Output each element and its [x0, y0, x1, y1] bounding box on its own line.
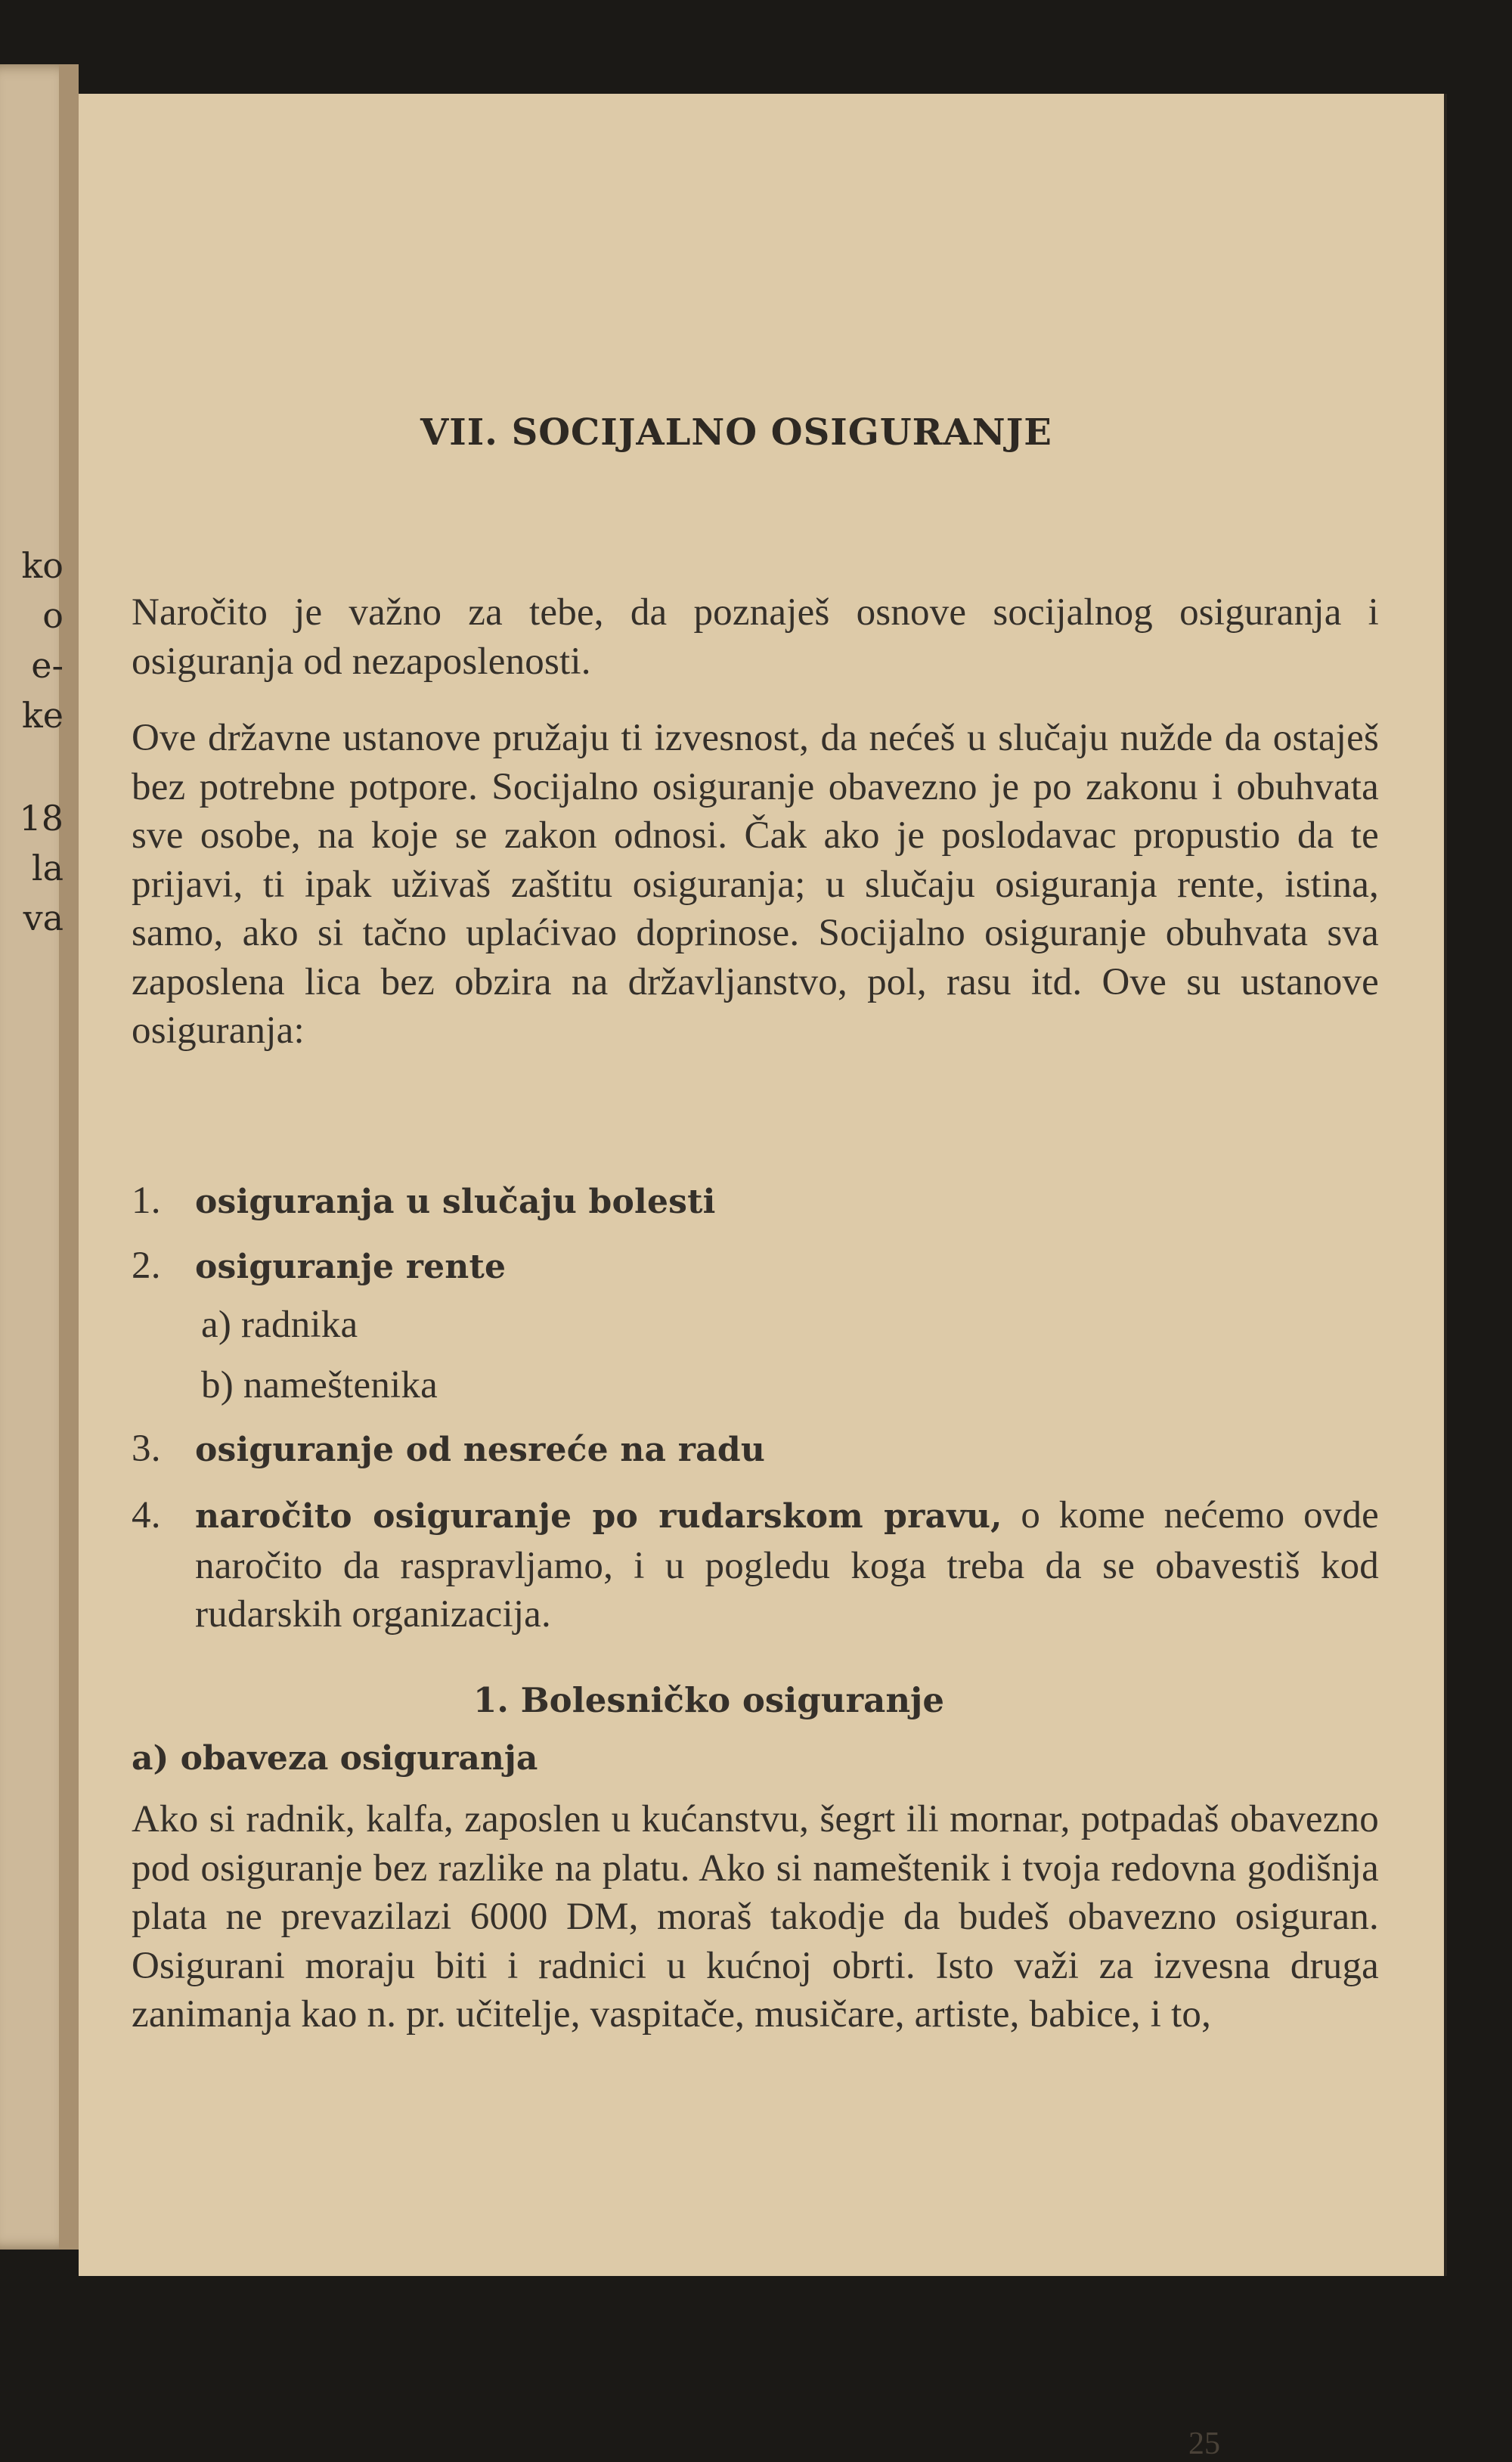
left-fragment: va: [23, 898, 64, 938]
left-page-text-fragments: [0, 541, 64, 943]
left-page-edge: [0, 64, 79, 2250]
list-item-continuation: o kome nećemo ovde naročito da raspravljamo, i u pogledu koga treba da se obavestiš kod rudarskih organizacija.: [195, 1494, 1379, 1636]
left-fragment: la: [31, 848, 64, 888]
list-item-label: osiguranja u slučaju bolesti: [195, 1183, 716, 1221]
sub-list-item: a) radnika: [201, 1304, 358, 1346]
page-number: 25: [1188, 2426, 1220, 2461]
list-item-number: 4.: [132, 1494, 161, 1536]
left-fragment: e-: [31, 645, 64, 686]
left-fragment: 18: [19, 798, 64, 839]
left-fragment: ko: [21, 545, 64, 586]
book-page: [79, 94, 1444, 2461]
list-item: [132, 1425, 765, 1475]
list-item: [132, 1177, 716, 1227]
list-item: [132, 1491, 1379, 1639]
list-item-number: 3.: [132, 1428, 161, 1470]
main-paragraph: Ove državne ustanove pružaju ti izvesnost, da nećeš u slučaju nužde da ostaješ bez potrebne potpore. Socijalno osiguranje obavezno je po zakonu i obuhvata sve osobe, na koje se zakon odnosi. Čak ako je poslodavac propustio da te prijavi, ti ipak uživaš zaštitu osiguranja; u slučaju osiguranja rente, istina, samo, ako si tačno uplaćivao doprinose. Socijalno osiguranje obuhvata sva zaposlena lica bez obzira na državljanstvo, pol, rasu itd. Ove su ustanove osiguranja:: [132, 717, 1379, 1052]
list-item-label: naročito osiguranje po rudarskom pravu,: [195, 1497, 1002, 1536]
sub-list-item: b) nameštenika: [201, 1364, 438, 1406]
left-fragment: o: [42, 595, 64, 636]
final-paragraph: Ako si radnik, kalfa, zaposlen u kućanstvu, šegrt ili mornar, potpadaš obavezno pod osiguranje bez razlike na platu. Ako si nameštenik i tvoja redovna godišnja plata ne prevazilazi 6000 DM, moraš takodje da budeš obavezno osiguran. Osigurani moraju biti i radnici u kućnoj obrti. Isto važi za izvesna druga zanimanja kao n. pr. učitelje, vaspitače, musičare, artiste, babice, i to,: [132, 1798, 1379, 2036]
list-item-number: 2.: [132, 1245, 161, 1287]
list-item-label: osiguranje rente: [195, 1248, 507, 1286]
list-item-number: 1.: [132, 1180, 161, 1222]
list-item: [132, 1242, 506, 1292]
left-fragment: ke: [21, 695, 64, 736]
chapter-title: VII. SOCIJALNO OSIGURANJE: [420, 411, 1052, 454]
intro-paragraph: Naročito je važno za tebe, da poznaješ osnove socijalnog osiguranja i osiguranja od nezaposlenosti.: [132, 591, 1379, 683]
section-title: 1. Bolesničko osiguranje: [473, 1680, 944, 1720]
list-item-label: osiguranje od nesreće na radu: [195, 1431, 766, 1469]
subheading: a) obaveza osiguranja: [132, 1739, 538, 1778]
page-fold-shadow: [59, 64, 79, 2250]
left-fragment-gap: [0, 740, 64, 793]
